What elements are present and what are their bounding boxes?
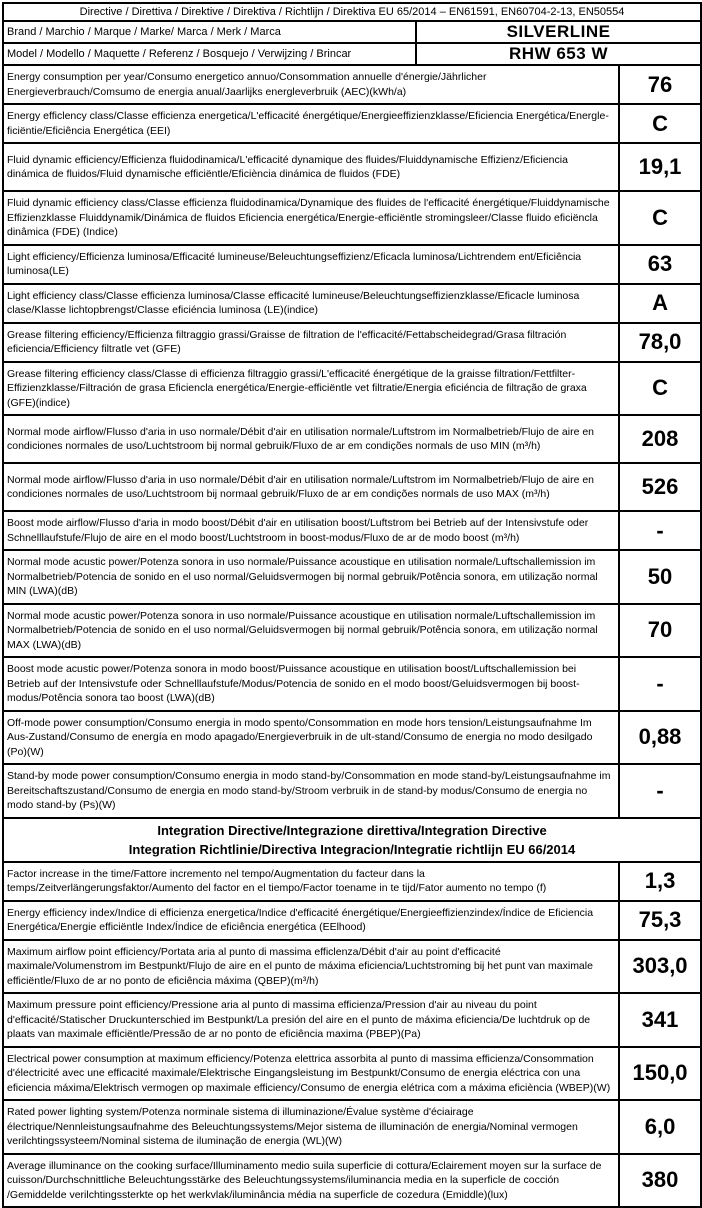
spec-row-value: 6,0 — [619, 1100, 701, 1154]
spec-row-label: Light efficiency class/Classe efficienza luminosa/Classe efficacité lumineuse/Beleuchtungseffizienzklasse/Eficacle luminosa clase/Klasse lichtopbrengst/Classe eficiéncia luminosa (LE)(indice) — [3, 284, 619, 323]
spec-row-value: 526 — [619, 463, 701, 511]
spec-row — [3, 65, 701, 104]
spec-row-label: Off-mode power consumption/Consumo energia in modo spento/Consommation en mode hors tension/Leistungsaufnahme Im Aus-Zustand/Consumo de energía en modo apagado/Energieverbruik in de ult-stand/Consumo de energia no modo desilgado (Po)(W) — [3, 711, 619, 765]
spec-row-value: 341 — [619, 993, 701, 1047]
section1-rows — [3, 65, 701, 818]
spec-row-label: Maximum airflow point efficiency/Portata aria al punto di massima efficlenza/Débit d'air au point d'efficacité maximale/Volumenstrom im Bestpunkt/Flujo de aire en el punto de máxima eficiencia/Luchtstroming bij het punt van maximale efficiëntle/Fluxo de ar no ponto de eficiência máxima (QBEP)(m³/h) — [3, 940, 619, 994]
spec-row-value: 0,88 — [619, 711, 701, 765]
spec-row-label: Grease filtering efficiency/Efficienza filtraggio grassi/Graisse de filtration de l'efficacité/Fettabscheidegrad/Grasa filtración eficiencia/Efficiency filtratle vet (GFE) — [3, 323, 619, 362]
spec-row-label: Light efficiency/Efficienza luminosa/Efficacité lumineuse/Beleuchtungseffizienz/Eficacla luminosa/Lichtrendem ent/Eficiência luminosa(LE) — [3, 245, 619, 284]
brand-row — [3, 21, 701, 43]
spec-row — [3, 415, 701, 463]
spec-row — [3, 940, 701, 994]
spec-row-label: Normal mode airflow/Flusso d'aria in uso normale/Débit d'air en utilisation normale/Luftstrom im Normalbetrieb/Flujo de aire en condiciones normales de uso/Luchtstroom bij normaal gebruik/Fluxo de ar em condições normals de uso MAX (m³/h) — [3, 463, 619, 511]
spec-row-value: 75,3 — [619, 901, 701, 940]
spec-row — [3, 104, 701, 143]
model-row — [3, 43, 701, 65]
spec-row-label: Energy consumption per year/Consumo energetico annuo/Consommation annuelle d'énergie/Jährlicher Energieverbrauch/Comsumo de energia anual/Jaarlijks energleverbruik (AEC)(kWh/a) — [3, 65, 619, 104]
model-label: Model / Modello / Maquette / Referenz / Bosquejo / Verwijzing / Brincar — [3, 43, 416, 65]
spec-row-value: C — [619, 362, 701, 416]
spec-row-value: A — [619, 284, 701, 323]
section2-header-row — [3, 818, 701, 862]
spec-row-label: Fluid dynamic efficiency/Efficienza fluidodinamica/L'efficacité dynamique des fluides/Fluiddynamische Effizienz/Eficiencia dinámica de fluidos/Fluid dynamische efficiëntle/Eficiència dinámica de fluidos (FDE) — [3, 143, 619, 191]
spec-row-value: 78,0 — [619, 323, 701, 362]
spec-row-value: - — [619, 657, 701, 711]
spec-row-label: Stand-by mode power consumption/Consumo energia in modo stand-by/Consommation en mode stand-by/Leistungsaufnahme im Bereitschaftszustand/Consumo de energia en modo stand-by/Stroom verbruik in de stand-by modus/Consumo de energia no modo stand-by (Ps)(W) — [3, 764, 619, 818]
spec-row-label: Factor increase in the time/Fattore incremento nel tempo/Augmentation du facteur dans la temps/Zeitverlängerungsfaktor/Aumento del factor en el tiempo/Factor toename in te tijd/Fator aumento no tempo (f) — [3, 862, 619, 901]
spec-row — [3, 764, 701, 818]
spec-row — [3, 362, 701, 416]
spec-row-label: Normal mode airflow/Flusso d'aria in uso normale/Débit d'air en utilisation normale/Luftstrom im Normalbetrieb/Flujo de aire en condiciones normales de uso/Luchtstroom bij normal gebruik/Fluxo de ar em condições normals de uso MIN (m³/h) — [3, 415, 619, 463]
spec-row — [3, 284, 701, 323]
spec-row-label: Electrical power consumption at maximum efficiency/Potenza elettrica assorbita al punto di massima efficienza/Consommation d'électricité avec une efficacité maximale/Elektrische Eingangsleistung im Bestpunkt/Consumo de energia eléctrica con una eficiencia máxima/Elektrisch vermogen op maximale efficiency/Consumo de energia elétrica com a máxima eficiència (WBEP)(W) — [3, 1047, 619, 1101]
spec-row-value: 50 — [619, 550, 701, 604]
spec-row-label: Energy efficiency index/Indice di efficienza energetica/Indice d'efficacité énergétique/Energieeffizienzindex/Índice de Eficiencia Energética/Energie efficiëntle Index/Índice de eficiência energética (EElhood) — [3, 901, 619, 940]
spec-row-value: 19,1 — [619, 143, 701, 191]
spec-row-value: - — [619, 764, 701, 818]
section2-title — [3, 818, 701, 862]
spec-row-value: 150,0 — [619, 1047, 701, 1101]
spec-row — [3, 323, 701, 362]
spec-row — [3, 191, 701, 245]
section2-rows — [3, 862, 701, 1208]
spec-row — [3, 1047, 701, 1101]
spec-row-value: C — [619, 104, 701, 143]
spec-row — [3, 550, 701, 604]
spec-row — [3, 245, 701, 284]
model-value: RHW 653 W — [416, 43, 701, 65]
spec-row-value: 1,3 — [619, 862, 701, 901]
spec-row — [3, 143, 701, 191]
spec-row — [3, 901, 701, 940]
spec-table — [2, 2, 702, 1208]
spec-row-value: C — [619, 191, 701, 245]
spec-row — [3, 463, 701, 511]
brand-value: SILVERLINE — [416, 21, 701, 43]
spec-row-label: Rated power lighting system/Potenza norminale sistema di illuminazione/Évalue système d'éciairage électrique/Nennleistungsaufnahme des Beleuchtungssystems/Mejor sistema de illuminación de energia/Nominal vermogen verilchtingssysteem/Nominal sistema de iluminação de energia (WL)(W) — [3, 1100, 619, 1154]
spec-row — [3, 862, 701, 901]
spec-row — [3, 1100, 701, 1154]
section2-title-line1: Integration Directive/Integrazione direttiva/Integration Directive — [157, 822, 547, 838]
spec-row-label: Average illuminance on the cooking surface/Illuminamento medio suila superficie di cottura/Eclairement moyen sur la surface de cuisson/Durchschnittliche Beleuchtungsstärke des Beleuchtungssystems/iluminancia media en la superficle de cocción /Gemiddelde verilchtingssterkte op het werkvlak/iluminância média na superficle de cozedura (Emiddle)(lux) — [3, 1154, 619, 1208]
spec-row-label: Fluid dynamic efficiency class/Classe efficienza fluidodinamica/Dynamique des fluides de l'efficacité énergétique/Fluiddynamische Effizienzklasse Fluiddynamik/Dinámica de fluidos Eficiencia energética/Energie-efficiëntle stromingsleer/Classe fluido eficiëncla dinâmica (FDE) (Indice) — [3, 191, 619, 245]
spec-row-value: 380 — [619, 1154, 701, 1208]
brand-label: Brand / Marchio / Marque / Marke/ Marca / Merk / Marca — [3, 21, 416, 43]
spec-row-value: 303,0 — [619, 940, 701, 994]
spec-row-label: Maximum pressure point efficiency/Pressione aria al punto di massima efficienza/Pression d'air au niveau du point d'efficacité/Statischer Druckunterschied im Bestpunkt/La presión del aire en el punto de máxima eficiencia/De luchtdruk op de plaats van maximale efficiëntle/Pressão de ar no ponto de eficiência maxima (PBEP)(Pa) — [3, 993, 619, 1047]
spec-row-label: Normal mode acustic power/Potenza sonora in uso normale/Puissance acoustique en utilisation normale/Luftschallemission im Normalbetrieb/Potencia de sonido en el uso normal/Geluidsvermogen bij normal gebruik/Potência sonora, em utilização normal MAX (LWA)(dB) — [3, 604, 619, 658]
spec-row-label: Normal mode acustic power/Potenza sonora in uso normale/Puissance acoustique en utilisation normale/Luftschallemission im Normalbetrieb/Potencia de sonido en el uso normal/Geluidsvermogen bij normal gebruik/Potência sonora, em utilização normal MIN (LWA)(dB) — [3, 550, 619, 604]
spec-row-value: 208 — [619, 415, 701, 463]
spec-row-value: 70 — [619, 604, 701, 658]
spec-row — [3, 993, 701, 1047]
spec-row-label: Boost mode airflow/Flusso d'aria in modo boost/Débit d'air en utilisation boost/Luftstrom bei Betrieb auf der Intensivstufe oder Schnelllaufstufe/Flujo de aire en el modo boost/Luchtstroom in boost-modus/Fluxo de ar de modo boost (m³/h) — [3, 511, 619, 550]
spec-row-label: Grease filtering efficiency class/Classe di efficienza filtraggio grassi/L'efficacité énergétique de la graisse filtration/Fettfilter-Effizienzklasse/Filtración de grasa Eficiencla energética/Energie-efficiëntle vet filtratie/Energia eficiéncia de filtração de graxa (GFE)(indice) — [3, 362, 619, 416]
section2-title-line2: Integration Richtlinie/Directiva Integracion/Integratie richtlijn EU 66/2014 — [128, 841, 576, 857]
spec-row — [3, 657, 701, 711]
spec-row-label: Energy efficlency class/Classe efficienza energetica/L'efficacité énergétique/Energieeffizienzklasse/Eficiencia Energética/Energle-ficiëntie/Eficiência Energética (EEI) — [3, 104, 619, 143]
directive-header: Directive / Direttiva / Direktive / Direktiva / Richtlijn / Direktiva EU 65/2014 – EN61591, EN60704-2-13, EN50554 — [3, 3, 701, 21]
directive-row — [3, 3, 701, 21]
spec-row — [3, 511, 701, 550]
spec-row-value: 63 — [619, 245, 701, 284]
spec-row-label: Boost mode acustic power/Potenza sonora in modo boost/Puissance acoustique en utilisation boost/Luftschallemission bei Betrieb auf der Intensivstufe oder Schnelllaufstufe/Modus/Potencia de sonido en el modo boost/Geluidsvermogen bij boost-modus/Potência sonora tao boost (LWA)(dB) — [3, 657, 619, 711]
spec-row — [3, 1154, 701, 1208]
spec-row-value: - — [619, 511, 701, 550]
spec-row — [3, 711, 701, 765]
spec-row — [3, 604, 701, 658]
spec-row-value: 76 — [619, 65, 701, 104]
